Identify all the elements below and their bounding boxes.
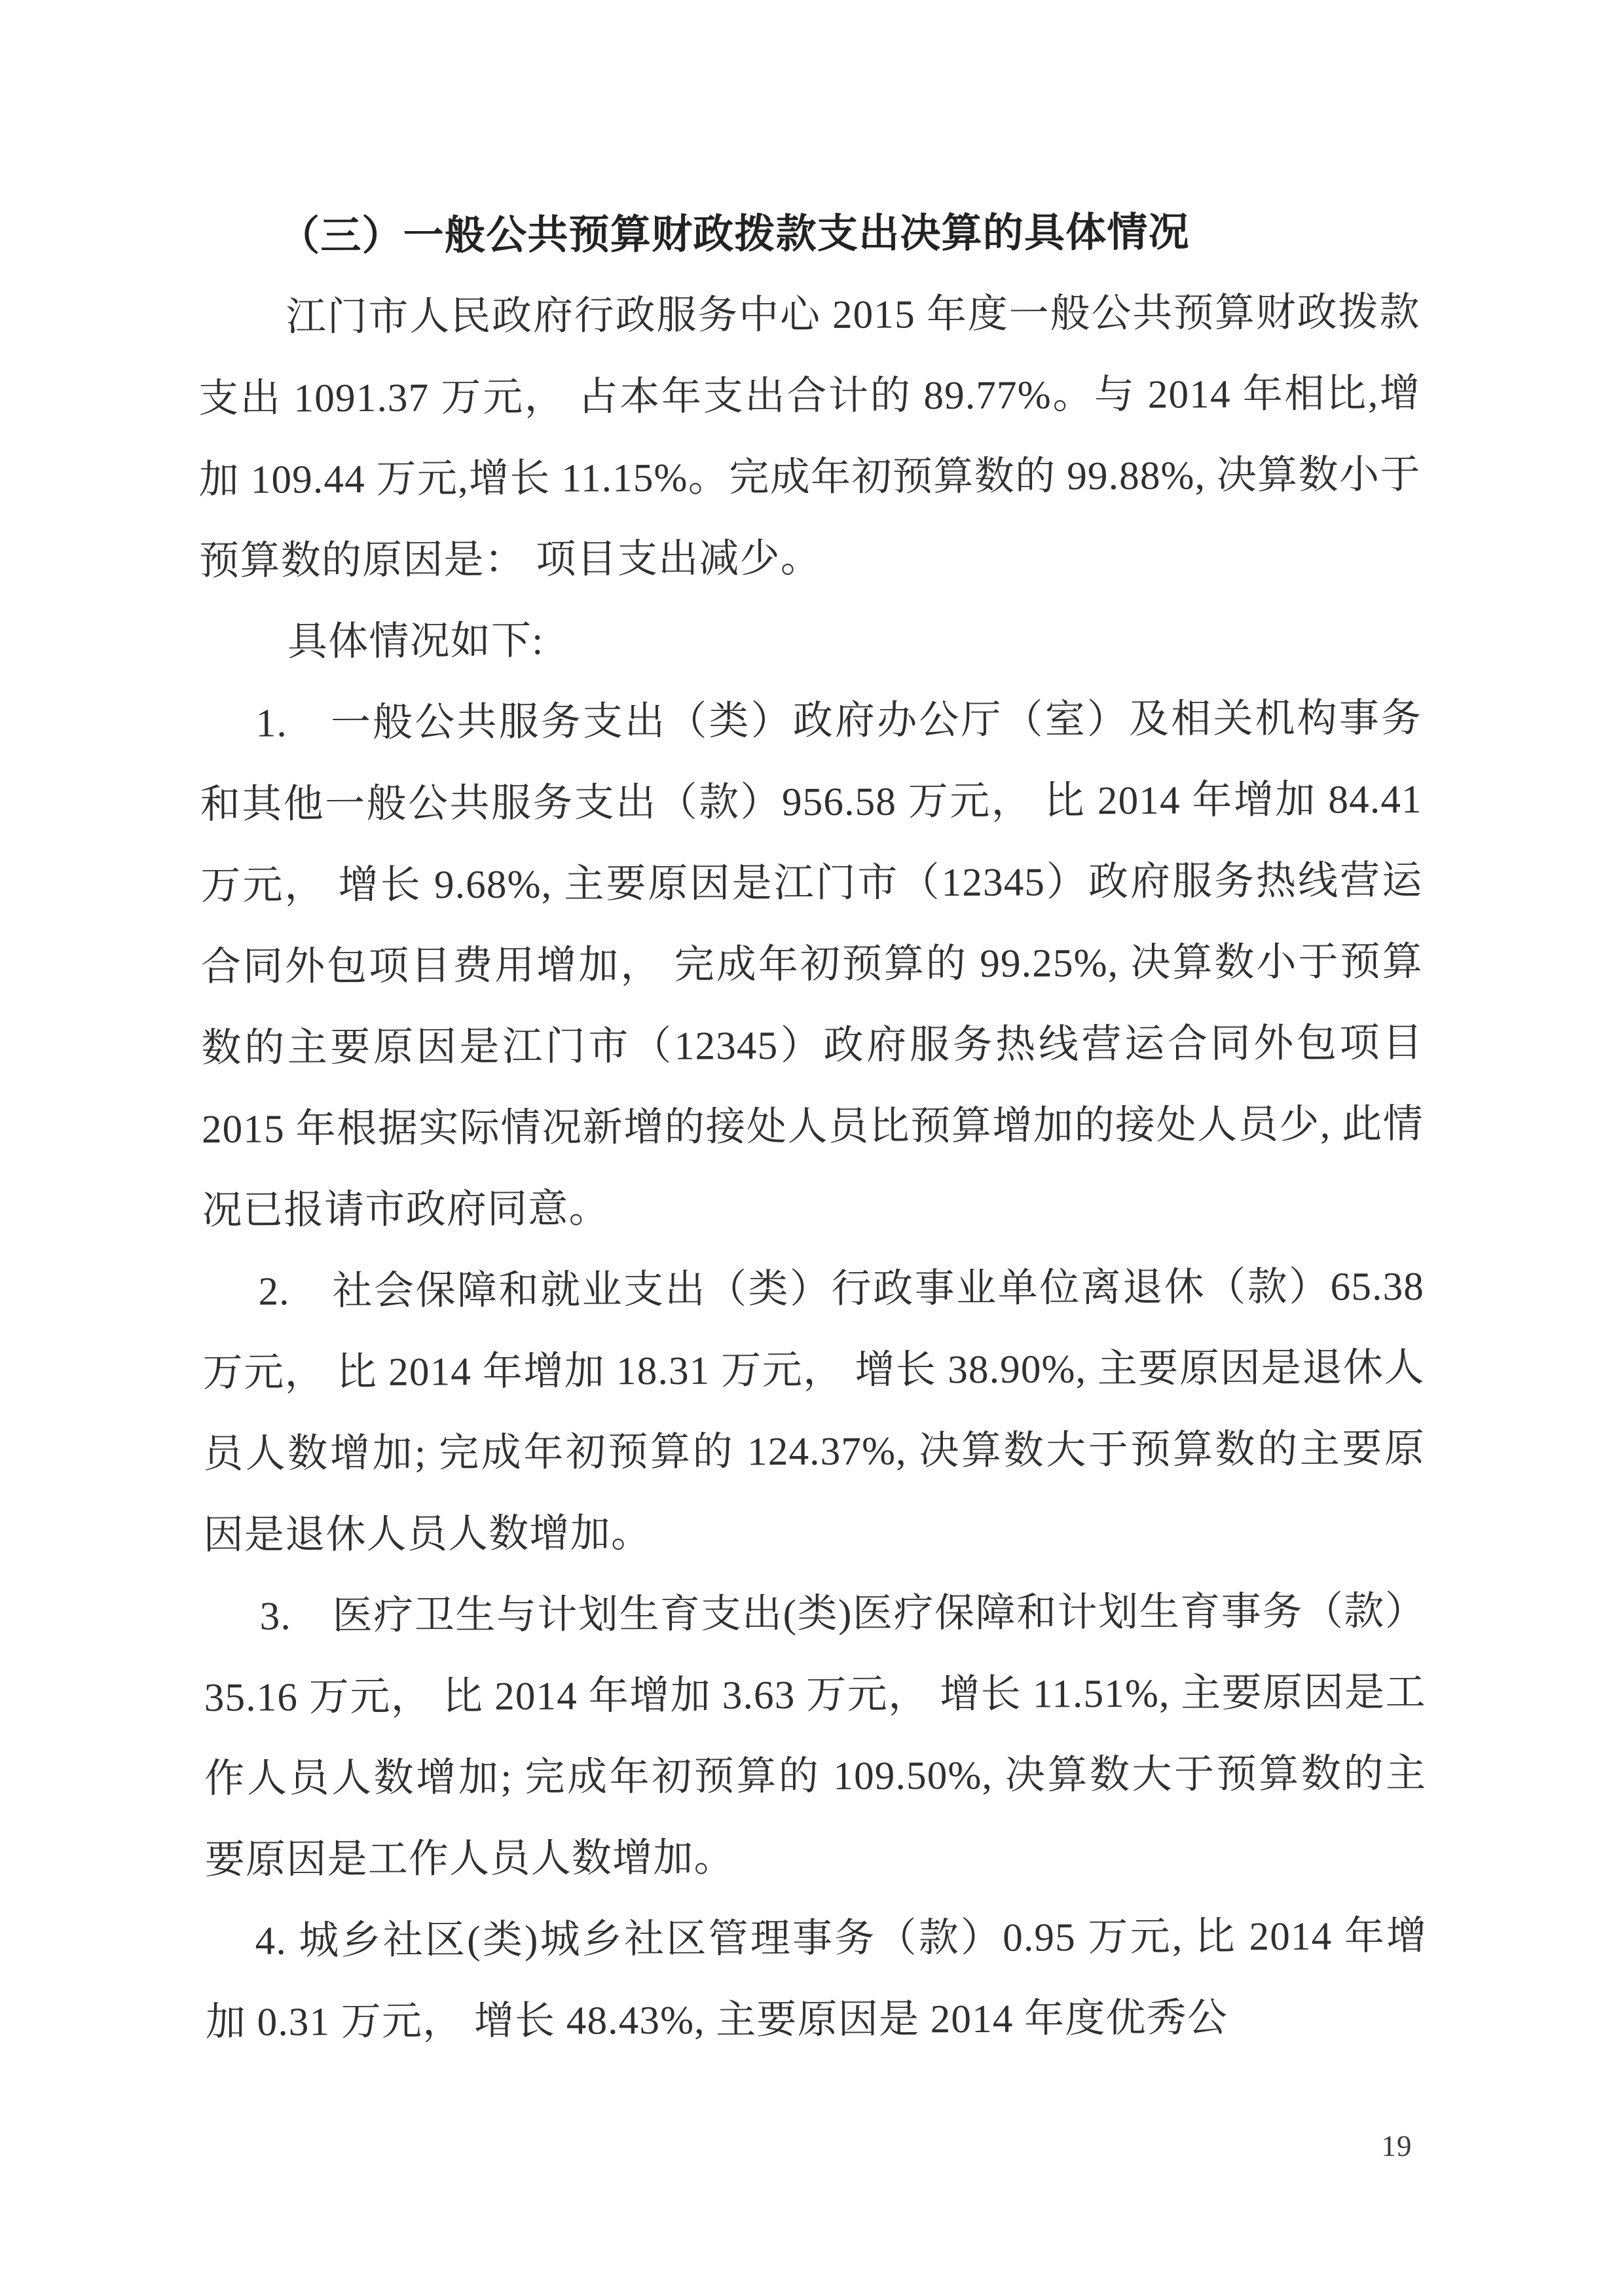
section-heading: （三）一般公共预算财政拨款支出决算的具体情况 [278, 210, 1190, 259]
document-body [198, 191, 1428, 2064]
paragraph-lead-in: 具体情况如下: [287, 619, 544, 665]
paragraph-item-1: 1. 一般公共服务支出（类）政府办公厅（室）及相关机构事务和其他一般公共服务支出（款）956.58 万元， 比 2014 年增加 84.41 万元， 增长 9.68%, 主要原因是江门市（12345）政府服务热线营运合同外包项目费用增加， 完成年初预算的 99.25%, 决算数小于预算数的主要原因是江门市（12345）政府服务热线营运合同外包项目 2015 年根据实际情况新增的接处人员比预算增加的接处人员少, 此情况已报请市政府同意。 [200, 696, 1424, 1233]
paragraph-overview: 江门市人民政府行政服务中心 2015 年度一般公共预算财政拨款支出 1091.37 万元， 占本年支出合计的 89.77%。与 2014 年相比,增加 109.44 万元,增长 11.15%。完成年初预算数的 99.88%, 决算数小于预算数的原因是： 项目支出减少。 [198, 290, 1421, 584]
paragraph-item-3: 3. 医疗卫生与计划生育支出(类)医疗保障和计划生育事务（款）35.16 万元， 比 2014 年增加 3.63 万元， 增长 11.51%, 主要原因是工作人员人数增加; 完成年初预算的 109.50%, 决算数大于预算数的主要原因是工作人员人数增加。 [204, 1589, 1427, 1883]
paragraph-item-4: 4. 城乡社区(类)城乡社区管理事务（款）0.95 万元, 比 2014 年增加 0.31 万元， 增长 48.43%, 主要原因是 2014 年度优秀公 [205, 1914, 1428, 2045]
paragraph-item-2: 2. 社会保障和就业支出（类）行政事业单位离退休（款）65.38 万元， 比 2014 年增加 18.31 万元， 增长 38.90%, 主要原因是退休人员人数增加; 完成年初预算的 124.37%, 决算数大于预算数的主要原因是退休人员人数增加。 [202, 1264, 1426, 1558]
page-number: 19 [1381, 2130, 1412, 2162]
